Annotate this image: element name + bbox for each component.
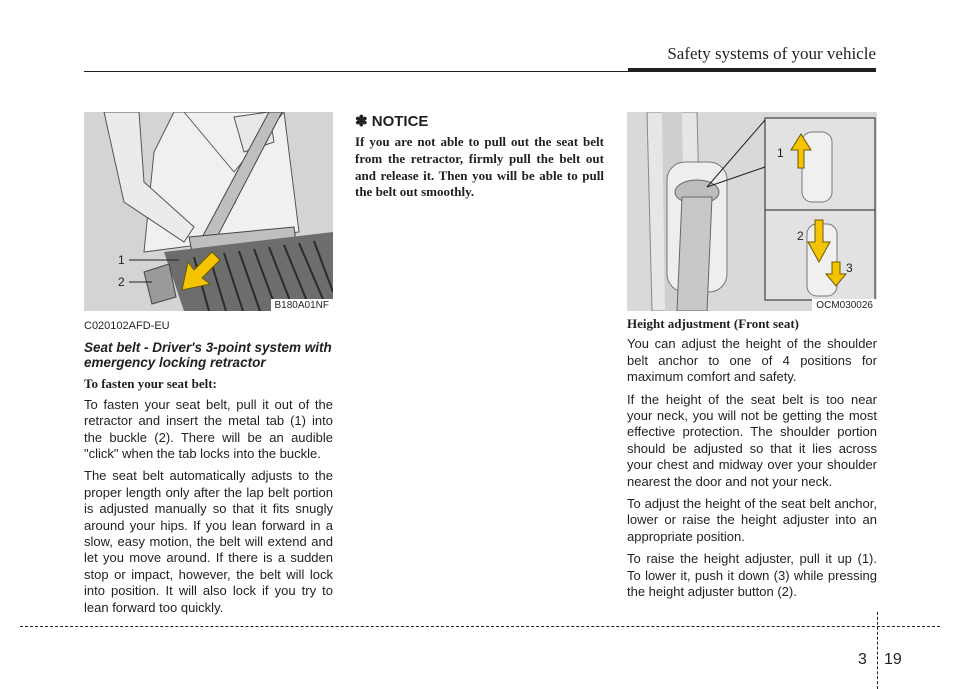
height-adjuster-illustration	[627, 112, 877, 311]
header-rule-accent	[628, 68, 876, 72]
chapter-number: 3	[858, 651, 867, 668]
header-title: Safety systems of your vehicle	[667, 44, 876, 63]
notice-text: If you are not able to pull out the seat belt from the retractor, firmly pull the belt out and release it. Then you will be able to pull the belt out smoothly.	[355, 134, 604, 200]
page-number: 19	[884, 651, 902, 668]
paragraph: If the height of the seat belt is too near your neck, you will not be getting the most effective protection. The shoulder portion should be adjusted so that it lies across your chest and midway over your shoulder nearest the door and not your neck.	[627, 391, 877, 489]
footer-divider	[877, 612, 878, 689]
seat-belt-fastening-illustration	[84, 112, 333, 311]
callout-2: 2	[118, 275, 125, 289]
paragraph: The seat belt automatically adjusts to the proper length only after the lap belt portion is adjusted manually so that it fits snugly around your hips. If you lean forward in a slow, easy motion, the belt will extend and let you move around. If there is a sudden stop or impact, however, the belt will lock into position. It will also lock if you try to lean forward too quickly.	[84, 468, 333, 615]
callout-1: 1	[118, 253, 125, 267]
paragraph: To fasten your seat belt, pull it out of the retractor and insert the metal tab (1) into the buckle (2). There will be an audible "click" when the tab locks into the buckle.	[84, 396, 333, 462]
callout-1: 1	[777, 146, 784, 160]
callout-2: 2	[797, 229, 804, 243]
notice-symbol: ✽	[355, 113, 368, 130]
left-column	[84, 318, 333, 622]
right-column	[627, 316, 877, 607]
footer-rule	[20, 626, 940, 627]
notice-heading	[355, 114, 604, 130]
subheading: To fasten your seat belt:	[84, 376, 217, 392]
figure-code: B180A01NF	[271, 299, 333, 311]
paragraph: You can adjust the height of the shoulder belt anchor to one of 4 positions for maximum comfort and safety.	[627, 336, 877, 385]
callout-3: 3	[846, 261, 853, 275]
paragraph: To raise the height adjuster, pull it up (1). To lower it, push it down (3) while pressing the height adjuster button (2).	[627, 551, 877, 600]
seat-belt-fastening-drawing	[84, 112, 333, 311]
document-code: C020102AFD-EU	[84, 320, 170, 332]
notice-box	[355, 114, 604, 201]
height-adjuster-drawing	[627, 112, 877, 311]
paragraph: To adjust the height of the seat belt anchor, lower or raise the height adjuster into an appropriate position.	[627, 496, 877, 544]
figure-code: OCM030026	[812, 299, 877, 311]
notice-title: NOTICE	[371, 113, 429, 130]
section-title: Seat belt - Driver's 3-point system with emergency locking retractor	[84, 340, 332, 371]
section-heading: Height adjustment (Front seat)	[627, 316, 799, 331]
